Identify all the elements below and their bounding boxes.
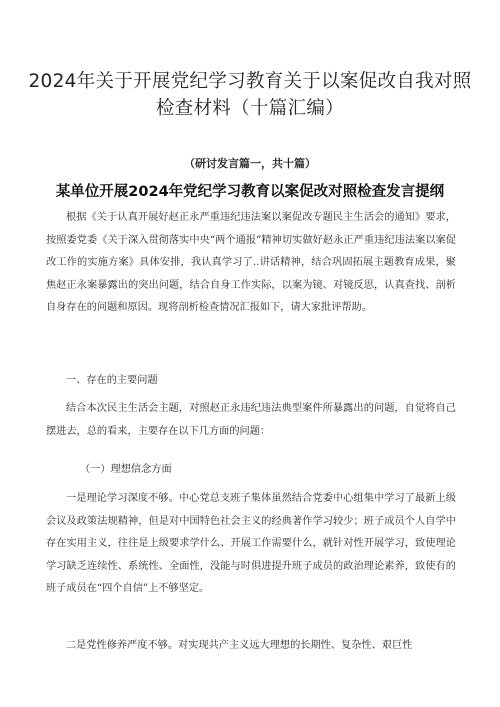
subsection-1-heading: （一）理想信念方面	[80, 464, 172, 475]
point-2-paragraph: 二是党性修养严度不够。对实现共产主义远大理想的长期性、复杂性、艰巨性	[66, 640, 413, 651]
section-1-intro: 结合本次民主生活会主题，对照赵正永违纪违法典型案件所暴露出的问题，自觉将自己摆进去，总的看来，主要存在以下几方面的问题：	[46, 403, 456, 437]
document-title-line-2: 检查材料（十篇汇编）	[155, 98, 344, 119]
speech-title: 某单位开展2024年党纪学习教育以案促改对照检查发言提纲	[55, 184, 445, 200]
intro-paragraph: 根据《关于认真开展好赵正永严重违纪违法案以案促改专题民主生活会的通知》要求，按照委党委《关于深入贯彻落实中央“两个通报”精神切实做好赵永正严重违纪违法案以案促改工作的实施方案》具体安排，我认真学习了..讲话精神，结合巩固拓展主题教育成果，聚焦赵正永案暴露出的突出问题，结合自身工作实际，以案为镜、对镜反思，认真查找、剖析自身存在的问题和原因。现将剖析检查情况汇报如下，请大家批评帮助。	[46, 212, 456, 313]
section-1-heading: 一、存在的主要问题	[66, 375, 158, 386]
document-title	[28, 68, 472, 122]
subheading: （研讨发言篇一，共十篇）	[184, 157, 316, 170]
point-1-paragraph: 一是理论学习深度不够。中心党总支班子集体虽然结合党委中心组集中学习了最新上级会议及政策法规精神，但是对中国特色社会主义的经典著作学习较少；班子成员个人自学中存在实用主义，往往是上级要求学什么、开展工作需要什么，就针对性开展学习，致使理论学习缺乏连续性、系统性、全面性，没能与时俱进提升班子成员的政治理论素养，致使有的班子成员在“四个自信”上不够坚定。	[46, 493, 456, 594]
document-title-line-1: 2024年关于开展党纪学习教育关于以案促改自我对照	[28, 71, 472, 92]
